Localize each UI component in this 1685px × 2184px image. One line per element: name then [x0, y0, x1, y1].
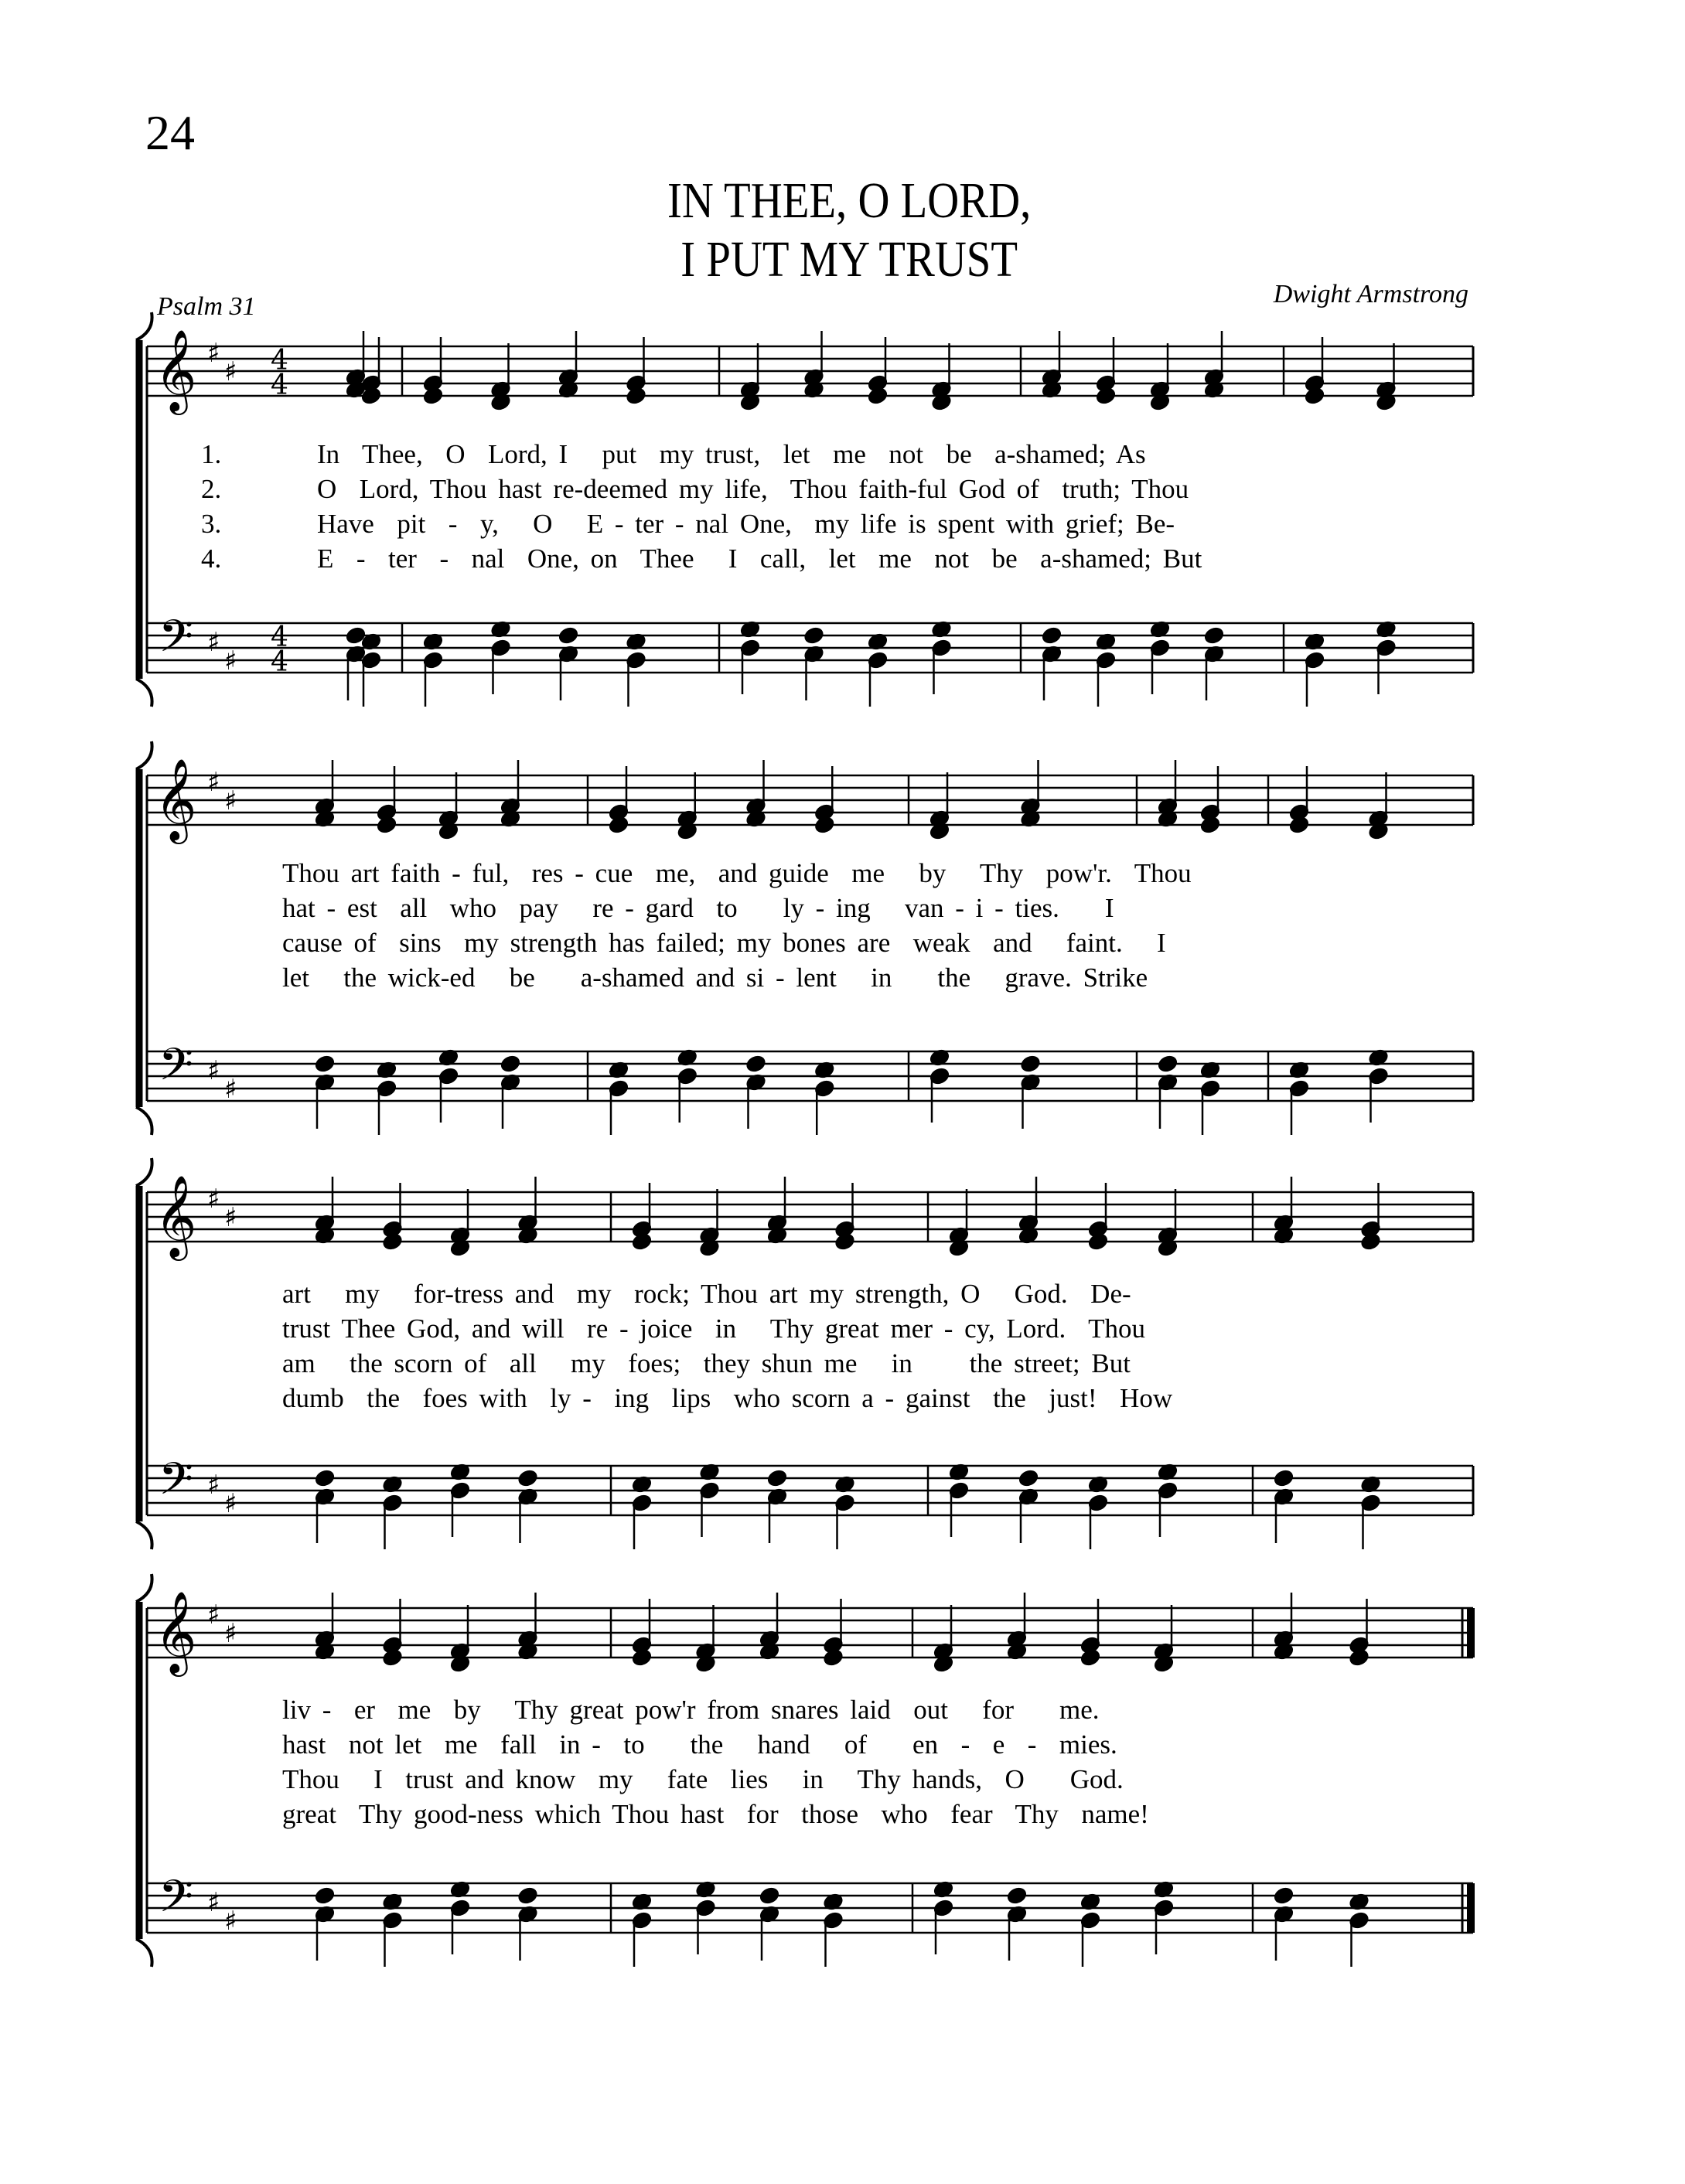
soprano-alto-note — [1096, 374, 1117, 393]
lyric-text: cause of sins my strength has failed; my bones are weak and faint. I — [282, 928, 1166, 958]
tenor-bass-note — [632, 1494, 653, 1512]
tenor-bass-note — [450, 1463, 471, 1481]
tenor-bass-note — [814, 1061, 835, 1079]
tenor-bass-note — [1360, 1494, 1381, 1512]
tenor-bass-note — [1305, 632, 1325, 651]
soprano-alto-note — [1360, 1220, 1381, 1239]
tenor-bass-note — [1158, 1463, 1178, 1481]
soprano-alto-note — [1305, 374, 1325, 393]
sharp-c-icon: ♯ — [224, 646, 237, 676]
tenor-bass-note — [803, 626, 824, 645]
soprano-alto-note — [315, 1630, 336, 1648]
tenor-bass-note — [346, 626, 367, 645]
lyric-text: hast not let me fall in - to the hand of en - e - mies. — [282, 1729, 1117, 1760]
soprano-alto-note — [1376, 380, 1397, 399]
hymn-title — [118, 172, 1567, 289]
tenor-bass-note — [1204, 626, 1225, 645]
soprano-alto-note — [490, 393, 511, 411]
tenor-bass-note — [949, 1463, 970, 1481]
tenor-bass-note — [382, 1911, 403, 1930]
tenor-bass-note — [695, 1880, 716, 1899]
verse-number: 1. — [201, 439, 222, 469]
soprano-alto-note — [1349, 1648, 1369, 1667]
soprano-alto-note — [1200, 816, 1221, 834]
soprano-alto-note — [933, 1642, 954, 1661]
tenor-bass-note — [558, 645, 579, 663]
tenor-bass-note — [361, 632, 382, 651]
soprano-alto-note — [632, 1232, 653, 1251]
soprano-alto-note — [1158, 1239, 1178, 1257]
system-bracket — [136, 741, 152, 1135]
soprano-alto-note — [823, 1648, 844, 1667]
soprano-alto-note — [834, 1220, 855, 1239]
tenor-bass-note — [315, 1073, 336, 1092]
tenor-bass-note — [500, 1055, 521, 1073]
tenor-bass-note — [1158, 1073, 1178, 1092]
tenor-bass-note — [1020, 1055, 1041, 1073]
tenor-bass-note — [1289, 1079, 1310, 1098]
tenor-bass-note — [1018, 1469, 1039, 1487]
system-bracket — [136, 1574, 152, 1967]
tenor-bass-note — [740, 639, 761, 657]
tenor-bass-note — [933, 1899, 954, 1917]
tenor-bass-note — [1096, 632, 1117, 651]
tenor-bass-note — [1042, 645, 1063, 663]
tenor-bass-note — [1007, 1905, 1028, 1923]
tenor-bass-note — [1088, 1475, 1109, 1494]
soprano-alto-note — [315, 809, 336, 828]
tenor-bass-note — [450, 1880, 471, 1899]
sharp-c-icon: ♯ — [224, 356, 237, 387]
soprano-alto-note — [1360, 1232, 1381, 1251]
sharp-f-icon: ♯ — [207, 627, 220, 658]
tenor-bass-note — [490, 620, 511, 639]
soprano-alto-note — [759, 1630, 780, 1648]
tenor-bass-note — [517, 1487, 538, 1506]
bass-clef-icon: 𝄢 — [159, 1038, 194, 1102]
tenor-bass-note — [558, 626, 579, 645]
soprano-alto-note — [1368, 809, 1389, 828]
soprano-alto-note — [699, 1239, 720, 1257]
tenor-bass-note — [1305, 651, 1325, 670]
soprano-alto-note — [1080, 1648, 1101, 1667]
lyric-text: let the wick-ed be a-shamed and si - lent in the grave. Strike — [282, 963, 1148, 993]
lyric-text: hat - est all who pay re - gard to ly - ing van - i - ties. I — [282, 893, 1114, 923]
soprano-alto-note — [382, 1648, 403, 1667]
soprano-alto-note — [382, 1636, 403, 1654]
soprano-alto-note — [517, 1630, 538, 1648]
tenor-bass-note — [517, 1905, 538, 1923]
tenor-bass-note — [609, 1079, 629, 1098]
soprano-alto-note — [814, 816, 835, 834]
soprano-alto-note — [1154, 1642, 1175, 1661]
sharp-c-icon: ♯ — [224, 1906, 237, 1937]
tenor-bass-note — [1080, 1893, 1101, 1911]
soprano-alto-note — [740, 393, 761, 411]
soprano-alto-note — [767, 1214, 788, 1232]
tenor-bass-note — [1154, 1899, 1175, 1917]
sharp-c-icon: ♯ — [224, 785, 237, 816]
tenor-bass-note — [677, 1067, 698, 1085]
soprano-alto-note — [438, 809, 459, 828]
sharp-f-icon: ♯ — [207, 1887, 220, 1918]
tenor-bass-note — [423, 651, 444, 670]
hymn-title-line-2: I PUT MY TRUST — [680, 231, 1018, 288]
tenor-bass-note — [377, 1079, 397, 1098]
soprano-alto-note — [632, 1220, 653, 1239]
tenor-bass-note — [834, 1494, 855, 1512]
tenor-bass-note — [1368, 1048, 1389, 1067]
soprano-alto-note — [1150, 380, 1171, 399]
tenor-bass-note — [382, 1475, 403, 1494]
soprano-alto-note — [1376, 393, 1397, 411]
tenor-bass-note — [1154, 1880, 1175, 1899]
tenor-bass-note — [1204, 645, 1225, 663]
tenor-bass-note — [1020, 1073, 1041, 1092]
soprano-alto-note — [1158, 797, 1178, 816]
soprano-alto-note — [949, 1226, 970, 1245]
lyric-text: great Thy good-ness which Thou hast for those who fear Thy name! — [282, 1799, 1149, 1829]
tenor-bass-note — [929, 1067, 950, 1085]
tenor-bass-note — [361, 651, 382, 670]
tenor-bass-note — [1274, 1469, 1294, 1487]
soprano-alto-note — [450, 1239, 471, 1257]
tenor-bass-note — [626, 651, 646, 670]
soprano-alto-note — [1018, 1226, 1039, 1245]
soprano-alto-note — [315, 1226, 336, 1245]
tenor-bass-note — [868, 651, 889, 670]
hymn-title-line-1: IN THEE, O LORD, — [667, 172, 1032, 229]
tenor-bass-note — [1360, 1475, 1381, 1494]
tenor-bass-note — [382, 1893, 403, 1911]
sharp-f-icon: ♯ — [207, 1600, 220, 1630]
time-signature-bottom: 4 — [271, 370, 288, 401]
soprano-alto-note — [382, 1232, 403, 1251]
soprano-alto-note — [695, 1642, 716, 1661]
tenor-bass-note — [1200, 1061, 1221, 1079]
soprano-alto-note — [929, 822, 950, 840]
tenor-bass-note — [814, 1079, 835, 1098]
tenor-bass-note — [1274, 1487, 1294, 1506]
soprano-alto-note — [823, 1636, 844, 1654]
soprano-alto-note — [868, 387, 889, 405]
tenor-bass-note — [933, 1880, 954, 1899]
soprano-alto-note — [377, 816, 397, 834]
tenor-bass-note — [632, 1911, 653, 1930]
treble-clef-icon: 𝄞 — [155, 329, 197, 411]
tenor-bass-note — [931, 620, 952, 639]
tenor-bass-note — [517, 1469, 538, 1487]
tenor-bass-note — [1150, 639, 1171, 657]
sharp-c-icon: ♯ — [224, 1202, 237, 1233]
system-bracket — [136, 312, 152, 707]
soprano-alto-note — [438, 822, 459, 840]
system-bracket — [136, 1158, 152, 1549]
soprano-alto-note — [1200, 803, 1221, 822]
soprano-alto-note — [626, 374, 646, 393]
soprano-alto-note — [609, 803, 629, 822]
tenor-bass-note — [745, 1073, 766, 1092]
tenor-bass-note — [1274, 1905, 1294, 1923]
soprano-alto-note — [517, 1226, 538, 1245]
tenor-bass-note — [315, 1487, 336, 1506]
soprano-alto-note — [1020, 797, 1041, 816]
verse-number: 4. — [201, 543, 222, 574]
soprano-alto-note — [1274, 1214, 1294, 1232]
tenor-bass-note — [1274, 1886, 1294, 1905]
tenor-bass-note — [740, 620, 761, 639]
soprano-alto-note — [677, 822, 698, 840]
tenor-bass-note — [699, 1481, 720, 1500]
soprano-alto-note — [677, 809, 698, 828]
time-signature-bottom: 4 — [271, 646, 288, 678]
tenor-bass-note — [767, 1487, 788, 1506]
soprano-alto-note — [361, 387, 382, 405]
soprano-alto-note — [1289, 803, 1310, 822]
soprano-alto-note — [933, 1654, 954, 1673]
tenor-bass-note — [315, 1886, 336, 1905]
soprano-alto-note — [931, 393, 952, 411]
soprano-alto-note — [423, 374, 444, 393]
soprano-alto-note — [346, 380, 367, 399]
tenor-bass-note — [929, 1048, 950, 1067]
tenor-bass-note — [423, 632, 444, 651]
soprano-alto-note — [814, 803, 835, 822]
soprano-alto-note — [1274, 1630, 1294, 1648]
sharp-c-icon: ♯ — [224, 1074, 237, 1105]
soprano-alto-note — [931, 380, 952, 399]
tenor-bass-note — [377, 1061, 397, 1079]
tenor-bass-note — [759, 1905, 780, 1923]
soprano-alto-note — [377, 803, 397, 822]
tenor-bass-note — [949, 1481, 970, 1500]
tenor-bass-note — [346, 645, 367, 663]
tenor-bass-note — [1349, 1911, 1369, 1930]
lyric-text: am the scorn of all my foes; they shun me in the street; But — [282, 1348, 1131, 1378]
tenor-bass-note — [609, 1061, 629, 1079]
tenor-bass-note — [803, 645, 824, 663]
treble-clef-icon: 𝄞 — [155, 1590, 197, 1673]
soprano-alto-note — [1096, 387, 1117, 405]
sharp-f-icon: ♯ — [207, 1055, 220, 1086]
tenor-bass-note — [823, 1911, 844, 1930]
soprano-alto-note — [745, 797, 766, 816]
bass-clef-icon: 𝄢 — [159, 1453, 194, 1516]
soprano-alto-note — [632, 1648, 653, 1667]
bass-clef-icon: 𝄢 — [159, 1870, 194, 1934]
tenor-bass-note — [632, 1475, 653, 1494]
treble-clef-icon: 𝄞 — [155, 758, 197, 840]
soprano-alto-note — [803, 368, 824, 387]
sharp-f-icon: ♯ — [207, 1470, 220, 1501]
soprano-alto-note — [1158, 1226, 1178, 1245]
soprano-alto-note — [1158, 809, 1178, 828]
soprano-alto-note — [1274, 1642, 1294, 1661]
sharp-c-icon: ♯ — [224, 1488, 237, 1519]
lyric-text: Thou I trust and know my fate lies in Thy hands, O God. — [282, 1764, 1124, 1794]
soprano-alto-note — [1368, 822, 1389, 840]
lyric-text: art my for-tress and my rock; Thou art my strength, O God. De- — [282, 1279, 1131, 1309]
time-signature-top: 4 — [271, 345, 288, 376]
soprano-alto-note — [949, 1239, 970, 1257]
soprano-alto-note — [517, 1642, 538, 1661]
soprano-alto-note — [929, 809, 950, 828]
soprano-alto-note — [558, 380, 579, 399]
treble-clef-icon: 𝄞 — [155, 1174, 197, 1257]
soprano-alto-note — [450, 1226, 471, 1245]
soprano-alto-note — [745, 809, 766, 828]
tenor-bass-note — [699, 1463, 720, 1481]
sharp-c-icon: ♯ — [224, 1618, 237, 1649]
tenor-bass-note — [382, 1494, 403, 1512]
tenor-bass-note — [695, 1899, 716, 1917]
soprano-alto-note — [315, 1642, 336, 1661]
lyric-text: E - ter - nal One, on Thee I call, let me not be a-shamed; But — [317, 543, 1202, 574]
soprano-alto-note — [868, 374, 889, 393]
sharp-f-icon: ♯ — [207, 338, 220, 369]
soprano-alto-note — [1088, 1232, 1109, 1251]
tenor-bass-note — [767, 1469, 788, 1487]
tenor-bass-note — [745, 1055, 766, 1073]
soprano-alto-note — [517, 1214, 538, 1232]
soprano-alto-note — [740, 380, 761, 399]
tenor-bass-note — [1200, 1079, 1221, 1098]
soprano-alto-note — [1018, 1214, 1039, 1232]
lyric-text: liv - er me by Thy great pow'r from snares laid out for me. — [282, 1695, 1100, 1725]
tenor-bass-note — [626, 632, 646, 651]
soprano-alto-note — [500, 809, 521, 828]
tenor-bass-note — [438, 1067, 459, 1085]
soprano-alto-note — [1154, 1654, 1175, 1673]
tenor-bass-note — [834, 1475, 855, 1494]
soprano-alto-note — [803, 380, 824, 399]
tenor-bass-note — [517, 1886, 538, 1905]
soprano-alto-note — [558, 368, 579, 387]
tenor-bass-note — [1150, 620, 1171, 639]
soprano-alto-note — [490, 380, 511, 399]
soprano-alto-note — [1007, 1642, 1028, 1661]
verse-number: 3. — [201, 509, 222, 539]
soprano-alto-note — [1042, 368, 1063, 387]
soprano-alto-note — [1305, 387, 1325, 405]
tenor-bass-note — [315, 1055, 336, 1073]
lyric-text: Thou art faith - ful, res - cue me, and guide me by Thy pow'r. Thou — [282, 858, 1192, 888]
tenor-bass-note — [823, 1893, 844, 1911]
soprano-alto-note — [699, 1226, 720, 1245]
lyric-text: In Thee, O Lord, I put my trust, let me not be a-shamed; As — [317, 439, 1146, 469]
soprano-alto-note — [315, 1214, 336, 1232]
soprano-alto-note — [695, 1654, 716, 1673]
soprano-alto-note — [767, 1226, 788, 1245]
soprano-alto-note — [346, 368, 367, 387]
sharp-f-icon: ♯ — [207, 1184, 220, 1215]
soprano-alto-note — [450, 1654, 471, 1673]
soprano-alto-note — [609, 816, 629, 834]
tenor-bass-note — [450, 1899, 471, 1917]
tenor-bass-note — [500, 1073, 521, 1092]
tenor-bass-note — [1080, 1911, 1101, 1930]
lyric-text: trust Thee God, and will re - joice in Thy great mer - cy, Lord. Thou — [282, 1313, 1145, 1344]
soprano-alto-note — [1274, 1226, 1294, 1245]
soprano-alto-note — [1088, 1220, 1109, 1239]
soprano-alto-note — [423, 387, 444, 405]
tenor-bass-note — [868, 632, 889, 651]
soprano-alto-note — [382, 1220, 403, 1239]
soprano-alto-note — [1289, 816, 1310, 834]
tenor-bass-note — [315, 1905, 336, 1923]
tenor-bass-note — [931, 639, 952, 657]
tenor-bass-note — [632, 1893, 653, 1911]
soprano-alto-note — [1007, 1630, 1028, 1648]
soprano-alto-note — [1204, 380, 1225, 399]
tenor-bass-note — [677, 1048, 698, 1067]
soprano-alto-note — [500, 797, 521, 816]
tenor-bass-note — [315, 1469, 336, 1487]
verse-number: 2. — [201, 474, 222, 504]
time-signature-top: 4 — [271, 622, 288, 653]
soprano-alto-note — [1080, 1636, 1101, 1654]
tenor-bass-note — [1158, 1055, 1178, 1073]
soprano-alto-note — [1204, 368, 1225, 387]
tenor-bass-note — [1042, 626, 1063, 645]
lyric-text: Have pit - y, O E - ter - nal One, my life is spent with grief; Be- — [317, 509, 1175, 539]
soprano-alto-note — [1150, 393, 1171, 411]
soprano-alto-note — [834, 1232, 855, 1251]
lyric-text: dumb the foes with ly - ing lips who scorn a - gainst the just! How — [282, 1383, 1173, 1413]
tenor-bass-note — [1018, 1487, 1039, 1506]
tenor-bass-note — [759, 1886, 780, 1905]
soprano-alto-note — [759, 1642, 780, 1661]
tenor-bass-note — [1349, 1893, 1369, 1911]
tenor-bass-note — [450, 1481, 471, 1500]
tenor-bass-note — [438, 1048, 459, 1067]
soprano-alto-note — [361, 374, 382, 393]
tenor-bass-note — [490, 639, 511, 657]
soprano-alto-note — [626, 387, 646, 405]
tenor-bass-note — [1376, 639, 1397, 657]
tenor-bass-note — [1368, 1067, 1389, 1085]
tenor-bass-note — [1007, 1886, 1028, 1905]
soprano-alto-note — [1349, 1636, 1369, 1654]
soprano-alto-note — [632, 1636, 653, 1654]
soprano-alto-note — [1042, 380, 1063, 399]
composer-credit: Dwight Armstrong — [1273, 280, 1468, 308]
tenor-bass-note — [1096, 651, 1117, 670]
page-number: 24 — [145, 105, 195, 160]
soprano-alto-note — [315, 797, 336, 816]
tenor-bass-note — [1088, 1494, 1109, 1512]
bass-clef-icon: 𝄢 — [159, 610, 194, 673]
soprano-alto-note — [450, 1642, 471, 1661]
lyric-text: O Lord, Thou hast re-deemed my life, Thou faith-ful God of truth; Thou — [317, 474, 1189, 504]
tenor-bass-note — [1376, 620, 1397, 639]
text-source-credit: Psalm 31 — [157, 292, 256, 321]
tenor-bass-note — [1289, 1061, 1310, 1079]
tenor-bass-note — [1158, 1481, 1178, 1500]
soprano-alto-note — [1020, 809, 1041, 828]
sharp-f-icon: ♯ — [207, 767, 220, 798]
